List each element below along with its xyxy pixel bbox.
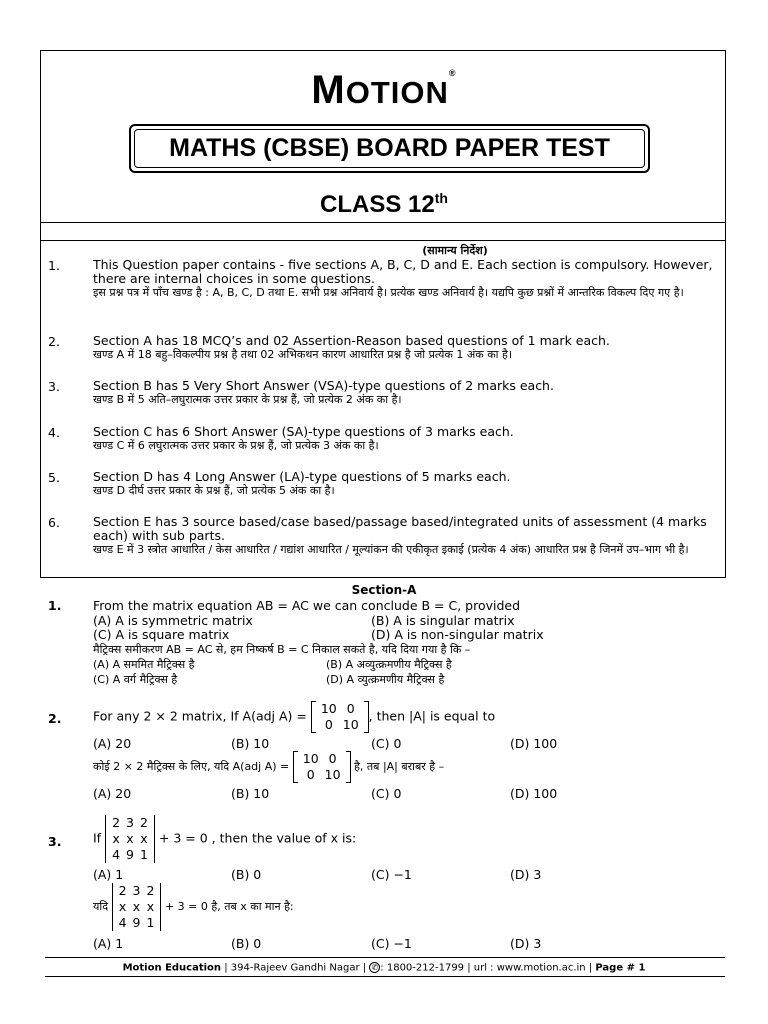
option-a-en: (A) A is symmetric matrix — [93, 613, 253, 628]
footer-divider — [45, 976, 725, 977]
motion-logo: MOTION® — [311, 68, 457, 112]
option-d: (D) 3 — [510, 867, 542, 882]
option-d-hi: (D) A व्युत्क्रमणीय मैट्रिक्स है — [326, 673, 445, 686]
question-stem-hi: मैट्रिक्स समीकरण AB = AC से, हम निष्कर्ष B = C निकाल सकते है, यदि दिया गया है कि – — [93, 643, 471, 656]
instruction-hi: खण्ड C में 6 लघुरात्मक उत्तर प्रकार के प्रश्न हैं, जो प्रत्येक 3 अंक का है। — [93, 439, 379, 452]
instruction-en: Section E has 3 source based/case based/passage based/integrated units of assessment (4 marks each) with sub parts. — [93, 514, 707, 543]
question-number: 3. — [48, 834, 62, 849]
divider — [40, 240, 726, 241]
option-b: (B) 10 — [231, 736, 270, 751]
instruction-number: 2. — [48, 334, 60, 349]
matrix: 10 0 0 10 — [311, 701, 369, 733]
option-b: (B) 0 — [231, 936, 262, 951]
option-d: (D) 100 — [510, 736, 558, 751]
question-number: 1. — [48, 598, 62, 613]
instruction-en: Section A has 18 MCQ’s and 02 Assertion-Reason based questions of 1 mark each. — [93, 333, 610, 348]
page-number: Page # 1 — [595, 962, 646, 974]
instruction-item — [93, 470, 713, 498]
footer-divider — [45, 957, 725, 958]
class-title: CLASS 12th — [320, 190, 448, 218]
page-title: MATHS (CBSE) BOARD PAPER TEST — [134, 129, 645, 168]
question-stem-en: From the matrix equation AB = AC we can conclude B = C, provided — [93, 598, 521, 613]
option-c: (C) 0 — [371, 786, 402, 801]
instruction-number: 3. — [48, 379, 60, 394]
instruction-en: Section C has 6 Short Answer (SA)-type questions of 3 marks each. — [93, 424, 514, 439]
question-number: 2. — [48, 711, 62, 726]
instruction-number: 1. — [48, 258, 60, 273]
option-c-en: (C) A is square matrix — [93, 627, 230, 642]
option-a-hi: (A) A सममित मैट्रिक्स है — [93, 658, 195, 671]
question-stem-en: If 2 3 2 x x x 4 9 1 + 3 = 0 , then the value of x is: — [93, 815, 357, 862]
instruction-item — [93, 334, 713, 362]
instruction-hi: खण्ड E में 3 स्त्रोत आधारित / केस आधारित / गद्यांश आधारित / मूल्यांकन की एकीकृत इकाई (प्रत्येक 4 अंक) आधारित प्रश्न है जिनमें उप–भाग भी है। — [93, 543, 689, 556]
phone-icon: ✆ — [369, 962, 380, 973]
option-b: (B) 10 — [231, 786, 270, 801]
option-b: (B) 0 — [231, 867, 262, 882]
instruction-number: 4. — [48, 425, 60, 440]
option-a: (A) 20 — [93, 736, 132, 751]
instruction-item — [93, 379, 713, 407]
determinant: 2 3 2 x x x 4 9 1 — [112, 883, 162, 931]
instruction-en: This Question paper contains - five sections A, B, C, D and E. Each section is compulsory. However, there are internal choices in some questions. — [93, 257, 713, 286]
instruction-number: 6. — [48, 515, 60, 530]
option-c-hi: (C) A वर्ग मैट्रिक्स है — [93, 673, 178, 686]
question-stem-hi: कोई 2 × 2 मैट्रिक्स के लिए, यदि A(adj A) = 10 0 0 10 है, तब |A| बराबर है – — [93, 751, 445, 782]
question-stem-en: For any 2 × 2 matrix, If A(adj A) = 10 0 0 10 , then |A| is equal to — [93, 701, 496, 732]
option-a: (A) 1 — [93, 867, 124, 882]
title-box — [129, 124, 650, 173]
determinant: 2 3 2 x x x 4 9 1 — [105, 815, 155, 863]
option-d: (D) 100 — [510, 786, 558, 801]
option-c: (C) 0 — [371, 736, 402, 751]
instruction-item — [93, 258, 713, 300]
instruction-en: Section D has 4 Long Answer (LA)-type questions of 5 marks each. — [93, 469, 511, 484]
option-b-hi: (B) A अव्युत्क्रमणीय मैट्रिक्स है — [326, 658, 452, 671]
instruction-item — [93, 515, 713, 557]
option-b-en: (B) A is singular matrix — [371, 613, 515, 628]
instructions-heading: (सामान्य निर्देश) — [422, 244, 488, 257]
option-a: (A) 20 — [93, 786, 132, 801]
footer-brand: Motion Education — [122, 962, 222, 974]
option-c: (C) −1 — [371, 936, 412, 951]
page-footer: Motion Education | 394-Rajeev Gandhi Nagar | ✆ : 1800-212-1799 | url : www.motion.ac.in | Page # 1 — [122, 962, 646, 974]
option-c: (C) −1 — [371, 867, 412, 882]
instruction-hi: खण्ड B में 5 अति–लघुरात्मक उत्तर प्रकार के प्रश्न हैं, जो प्रत्येक 2 अंक का है। — [93, 393, 402, 406]
question-stem-hi: यदि 2 3 2 x x x 4 9 1 + 3 = 0 है, तब x का मान है: — [93, 883, 294, 930]
matrix: 10 0 0 10 — [293, 751, 351, 783]
divider — [40, 222, 726, 223]
instruction-en: Section B has 5 Very Short Answer (VSA)-type questions of 2 marks each. — [93, 378, 554, 393]
section-heading: Section-A — [351, 583, 417, 597]
option-a: (A) 1 — [93, 936, 124, 951]
instruction-number: 5. — [48, 470, 60, 485]
instruction-item — [93, 425, 713, 453]
option-d-en: (D) A is non-singular matrix — [371, 627, 544, 642]
option-d: (D) 3 — [510, 936, 542, 951]
instruction-hi: इस प्रश्न पत्र में पाँच खण्ड है : A, B, C, D तथा E. सभी प्रश्न अनिवार्य है। प्रत्येक खण्ड अनिवार्य है। यद्यपि कुछ प्रश्नों में आन्तरिक विकल्प दिए गए है। — [93, 286, 684, 299]
instruction-hi: खण्ड A में 18 बहु–विकल्पीय प्रश्न है तथा 02 अभिकथन कारण आधारित प्रश्न है जो प्रत्येक 1 अंक का है। — [93, 348, 513, 361]
instruction-hi: खण्ड D दीर्घ उत्तर प्रकार के प्रश्न हैं, जो प्रत्येक 5 अंक का है। — [93, 484, 335, 497]
